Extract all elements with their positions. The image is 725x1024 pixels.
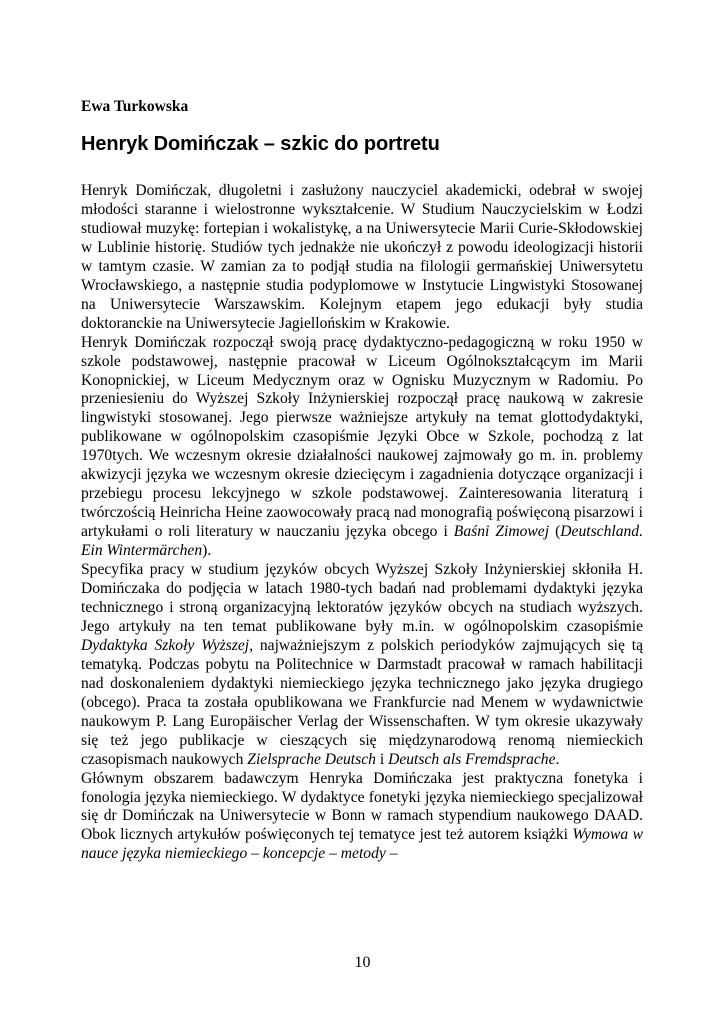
italic-title-text: Baśni Zimowej xyxy=(453,523,550,541)
italic-title-text: Deutschland. Ein Wintermärchen xyxy=(81,523,644,560)
body-paragraph xyxy=(81,182,643,334)
body-paragraph xyxy=(81,561,643,769)
document-page xyxy=(81,98,643,864)
paragraph-text: , najważniejszym z polskich periodyków zajmujących się tą tematyką. Podczas pobytu na Politechnice w Darmstadt pracował w ramach habilitacji nad doskonaleniem dydaktyki niemieckiego języka technicznego jako języka drugiego (obcego). Praca ta została opublikowana we Frankfurcie nad Menem w wydawnictwie naukowym P. Lang Europäischer Verlag der Wissenschaften. W tym okresie ukazywały się też jego publikacje w cieszących się międzynarodową renomą niemieckich czasopismach naukowych xyxy=(81,636,643,768)
italic-title-text: Zielsprache Deutsch xyxy=(247,750,376,768)
body-paragraph xyxy=(81,770,643,865)
article-title: Henryk Domińczak – szkic do portretu xyxy=(81,133,440,155)
paragraph-text: ( xyxy=(549,523,561,541)
paragraph-text: Głównym obszarem badawczym Henryka Domińczaka jest praktyczna fonetyka i fonologia języka niemieckiego. W dydaktyce fonetyki języka niemieckiego specjalizował się dr Domińczak na Uniwersytecie w Bonn w ramach stypendium naukowego DAAD. Obok licznych artykułów poświęconych tej tematyce jest też autorem książki xyxy=(81,769,643,844)
italic-title-text: Dydaktyka Szkoły Wyższej xyxy=(81,636,250,654)
article-body xyxy=(81,182,643,864)
paragraph-text: Specyfika pracy w studium języków obcych Wyższej Szkoły Inżynierskiej skłoniła H. Domińczaka do podjęcia w latach 1980-tych badań nad problemami dydaktyki języka technicznego i stroną organizacyjną lektoratów języków obcych na studiach wyższych. Jego artykuły na ten temat publikowane były m.in. w ogólnopolskim czasopiśmie xyxy=(81,561,643,635)
paragraph-text: i xyxy=(375,750,389,768)
paragraph-text: Henryk Domińczak, długoletni i zasłużony nauczyciel akademicki, odebrał w swojej młodości staranne i wielostronne wykształcenie. W Studium Nauczycielskim w Łodzi studiował muzykę: fortepian i wokalistykę, a na Uniwersytecie Marii Curie-Skłodowskiej w Lublinie historię. Studiów tych jednakże nie ukończył z powodu ideologizacji historii w tamtym czasie. W zamian za to podjął studia na filologii germańskiej Uniwersytetu Wrocławskiego, a następnie studia podyplomowe w Instytucie Lingwistyki Stosowanej na Uniwersytecie Warszawskim. Kolejnym etapem jego edukacji były studia doktoranckie na Uniwersytecie Jagiellońskim w Krakowie. xyxy=(81,182,643,332)
paragraph-text: . xyxy=(555,750,560,768)
body-paragraph xyxy=(81,334,643,561)
italic-title-text: Wymowa w nauce języka niemieckiego – koncepcje – metody – xyxy=(81,826,643,863)
paragraph-text: Henryk Domińczak rozpoczął swoją pracę dydaktyczno-pedagogiczną w roku 1950 w szkole podstawowej, następnie pracował w Liceum Ogólnokształcącym im Marii Konopnickiej, w Liceum Medycznym oraz w Ognisku Muzycznym w Radomiu. Po przeniesieniu do Wyższej Szkoły Inżynierskiej rozpoczął pracę naukową w zakresie lingwistyki stosowanej. Jego pierwsze ważniejsze artykuły na temat glottodydaktyki, publikowane w ogólnopolskim czasopiśmie Języki Obce w Szkole, pochodzą z lat 1970tych. We wczesnym okresie działalności naukowej zajmowały go m. in. problemy akwizycji języka we wczesnym okresie dziecięcym i zagadnienia dotyczące organizacji i przebiegu procesu lekcyjnego w szkole podstawowej. Zainteresowania literaturą i twórczością Heinricha Heine zaowocowały pracą nad monografią poświęconą pisarzowi i artykułami o roli literatury w nauczaniu języka obcego i xyxy=(81,333,643,541)
author-name: Ewa Turkowska xyxy=(81,98,189,115)
italic-title-text: Deutsch als Fremdsprache xyxy=(388,750,556,768)
paragraph-text: ). xyxy=(202,542,212,560)
page-number: 10 xyxy=(354,954,371,971)
